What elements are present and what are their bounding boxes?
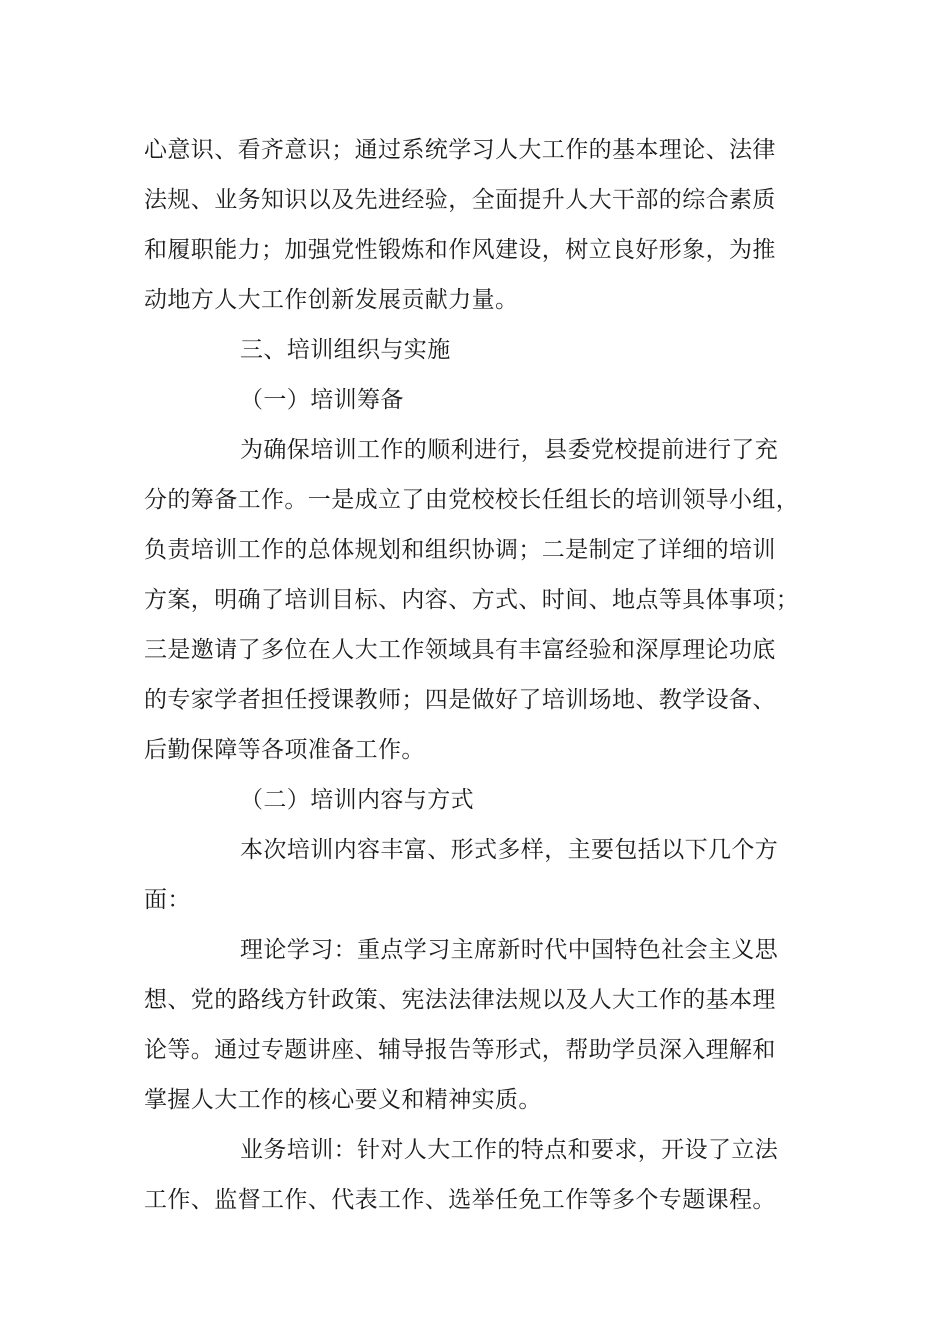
text-line: 和履职能力；加强党性锻炼和作风建设，树立良好形象，为推 bbox=[144, 237, 776, 263]
section-heading: 三、培训组织与实施 bbox=[240, 337, 451, 363]
subsection-heading: （二）培训内容与方式 bbox=[240, 787, 474, 813]
text-line: 理论学习：重点学习主席新时代中国特色社会主义思 bbox=[240, 937, 779, 963]
text-line: 动地方人大工作创新发展贡献力量。 bbox=[144, 287, 519, 313]
text-line: 论等。通过专题讲座、辅导报告等形式，帮助学员深入理解和 bbox=[144, 1037, 776, 1063]
text-line: 三是邀请了多位在人大工作领域具有丰富经验和深厚理论功底 bbox=[144, 637, 776, 663]
text-line: 法规、业务知识以及先进经验，全面提升人大干部的综合素质 bbox=[144, 187, 776, 213]
text-line: 方案，明确了培训目标、内容、方式、时间、地点等具体事项； bbox=[144, 587, 800, 613]
text-line: 工作、监督工作、代表工作、选举任免工作等多个专题课程。 bbox=[144, 1187, 776, 1213]
text-line: 业务培训：针对人大工作的特点和要求，开设了立法 bbox=[240, 1137, 779, 1163]
text-line: 心意识、看齐意识；通过系统学习人大工作的基本理论、法律 bbox=[144, 137, 776, 163]
text-line: 负责培训工作的总体规划和组织协调；二是制定了详细的培训 bbox=[144, 537, 776, 563]
text-line: 的专家学者担任授课教师；四是做好了培训场地、教学设备、 bbox=[144, 687, 776, 713]
text-line: 面： bbox=[144, 887, 191, 913]
text-line: 掌握人大工作的核心要义和精神实质。 bbox=[144, 1087, 542, 1113]
subsection-heading: （一）培训筹备 bbox=[240, 387, 404, 413]
text-line: 后勤保障等各项准备工作。 bbox=[144, 737, 425, 763]
text-line: 分的筹备工作。一是成立了由党校校长任组长的培训领导小组， bbox=[144, 487, 800, 513]
text-line: 为确保培训工作的顺利进行，县委党校提前进行了充 bbox=[240, 437, 779, 463]
text-line: 本次培训内容丰富、形式多样，主要包括以下几个方 bbox=[240, 837, 779, 863]
text-line: 想、党的路线方针政策、宪法法律法规以及人大工作的基本理 bbox=[144, 987, 776, 1013]
